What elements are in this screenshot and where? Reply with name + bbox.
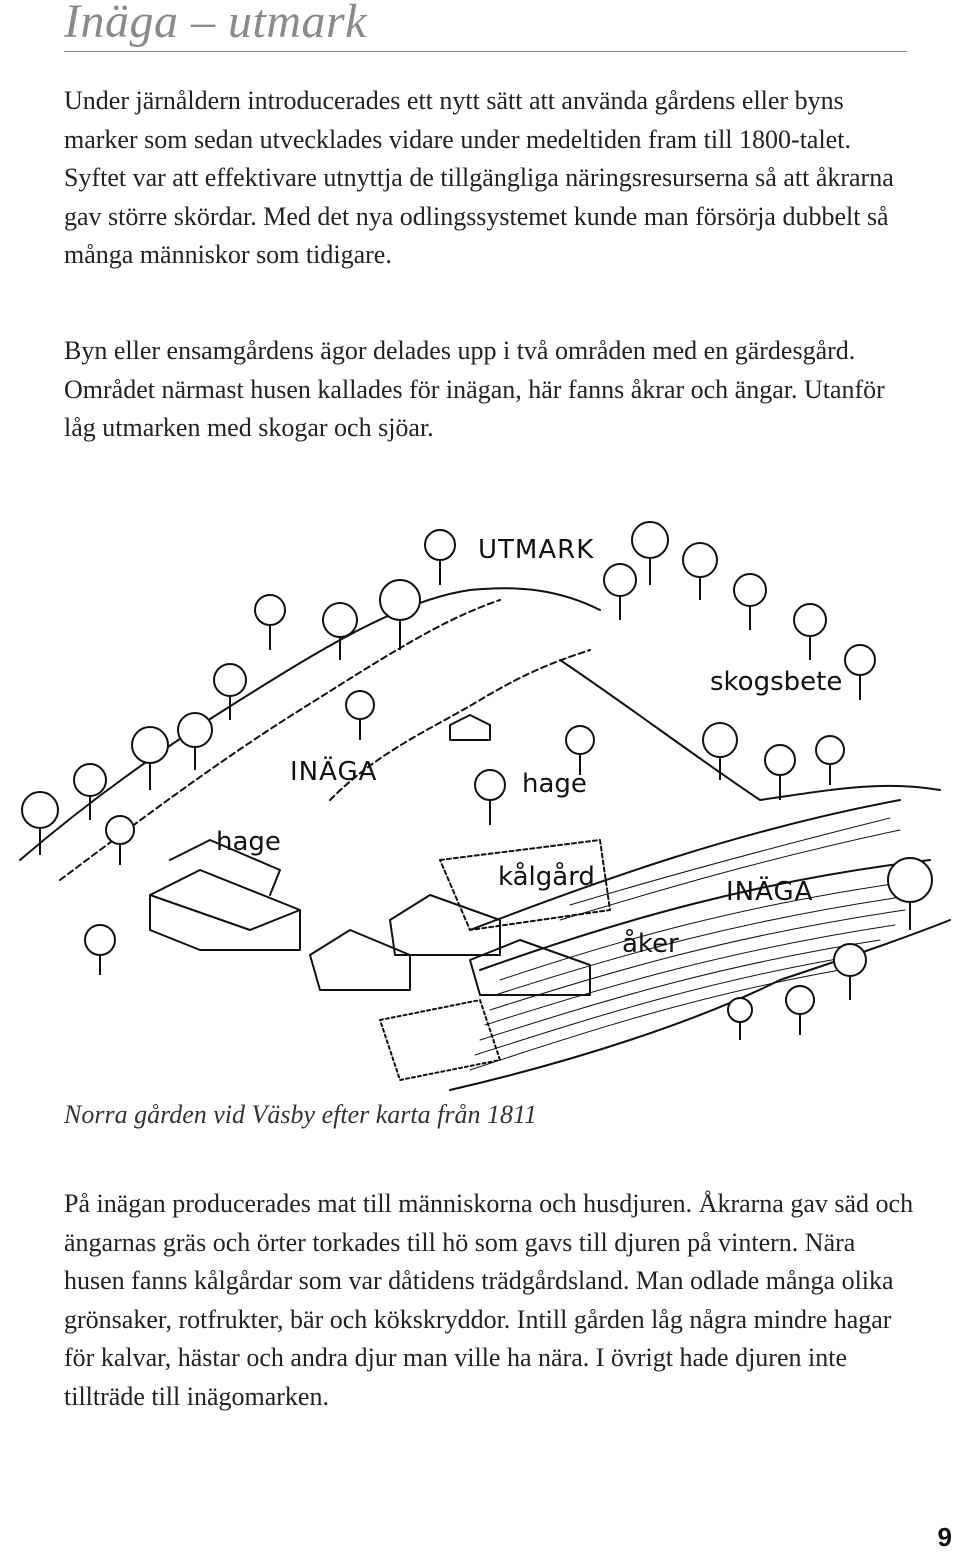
tree (734, 574, 766, 630)
tree (765, 745, 795, 800)
farm-landscape-illustration (0, 500, 960, 1100)
tree (85, 925, 115, 975)
label-inaga-right: INÄGA (726, 877, 814, 907)
label-aker: åker (622, 929, 679, 959)
tree (794, 604, 826, 660)
division-paragraph: Byn eller ensamgårdens ägor delades upp i två områden med en gärdesgård. Området närmast husen kallades för inägan, här fanns åkrar och ängar. Utanför låg utmarken med skogar och sjöar. (64, 336, 885, 442)
tree (346, 691, 374, 740)
tree (834, 944, 866, 1000)
tree (786, 986, 814, 1035)
label-utmark: UTMARK (478, 535, 595, 565)
page-title: Inäga – utmark (64, 0, 367, 48)
label-hage-left: hage (216, 827, 281, 857)
inaga-paragraph: På inägan producerades mat till människorna och husdjuren. Åkrarna gav säd och ängarnas gräs och örter torkades till hö som gavs till djuren på vintern. Nära husen fanns kålgårdar som var dåtidens trädgårdsland. Man odlade många olika grönsaker, rotfrukter, bär och kökskryddor. Intill gården låg några mindre hagar för kalvar, hästar och andra djur man ville ha nära. I övrigt hade djuren inte tillträde till inägomarken. (64, 1189, 914, 1411)
tree (106, 816, 134, 865)
label-inaga-left: INÄGA (290, 757, 378, 787)
label-skogsbete: skogsbete (710, 667, 843, 697)
tree (132, 727, 168, 790)
tree (703, 723, 737, 780)
trees (22, 522, 932, 1040)
tree (380, 580, 420, 650)
field-edge-bottom (450, 920, 950, 1090)
tree (214, 664, 246, 720)
title-rule (64, 51, 907, 52)
tree (323, 603, 357, 660)
hill-outline (20, 588, 600, 860)
intro-paragraph: Under järnåldern introducerades ett nytt sätt att använda gårdens eller byns marker som sedan utvecklades vidare under medeltiden fram till 1800-talet. Syftet var att effektivare utnyttja de tillgängliga näringsresurserna så att åkrarna gav större skördar. Med det nya odlingssystemet kunde man försörja dubbelt så många människor som tidigare. (64, 86, 894, 269)
tree (683, 543, 717, 600)
tree (728, 998, 752, 1040)
tree (178, 713, 212, 770)
tree (566, 726, 594, 775)
tree (475, 770, 505, 825)
tree (425, 530, 455, 585)
tree (632, 522, 668, 585)
label-kalgard: kålgård (498, 862, 595, 892)
tree (22, 792, 58, 855)
page-number: 9 (937, 1522, 952, 1552)
illustration-caption: Norra gården vid Väsby efter karta från 1811 (64, 1100, 538, 1129)
label-hage-center: hage (522, 769, 587, 799)
tree (845, 645, 875, 700)
tree (816, 736, 844, 785)
tree (888, 858, 932, 930)
tree (255, 595, 285, 650)
garden-plot (380, 1000, 500, 1080)
tree (604, 564, 636, 620)
